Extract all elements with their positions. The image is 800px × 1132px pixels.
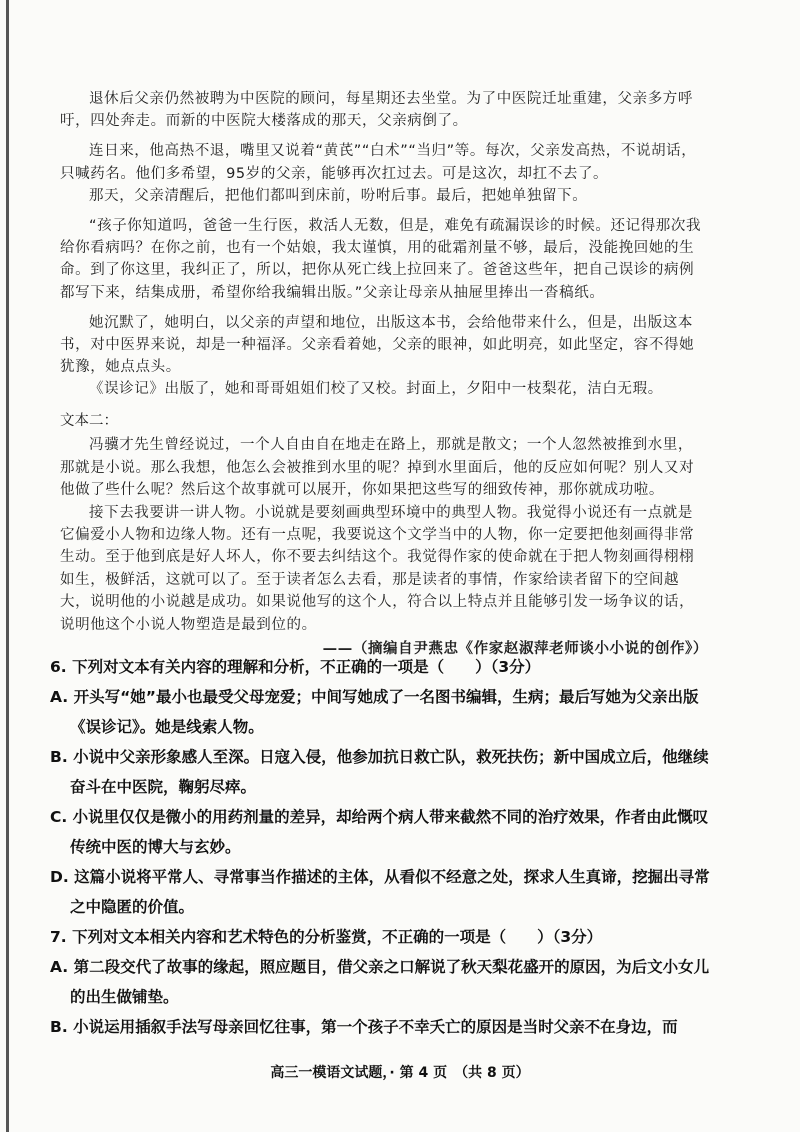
question-option: C. 小说里仅仅是微小的用药剂量的差异，却给两个病人带来截然不同的治疗效果，作者由此慨叹传统中医的博大与玄妙。 bbox=[50, 808, 709, 856]
question-option: B. 小说运用插叙手法写母亲回忆往事，第一个孩子不幸夭亡的原因是当时父亲不在身边，而 bbox=[50, 1018, 678, 1036]
question-option: A. 开头写“她”最小也最受父母宠爱；中间写她成了一名图书编辑，生病；最后写她为父亲出版《误诊记》。她是线索人物。 bbox=[50, 688, 699, 736]
question-option: B. 小说中父亲形象感人至深。日寇入侵，他参加抗日救亡队，救死扶伤；新中国成立后，他继续奋斗在中医院，鞠躬尽瘁。 bbox=[50, 748, 709, 796]
passage-paragraph: 退休后父亲仍然被聘为中医院的顾问，每星期还去坐堂。为了中医院迁址重建，父亲多方呼吁，四处奔走。而新的中医院大楼落成的那天，父亲病倒了。 bbox=[60, 91, 693, 130]
passage-one bbox=[60, 88, 708, 401]
question-stem: 6. 下列对文本有关内容的理解和分析，不正确的一项是（ ）（3分） bbox=[50, 658, 541, 676]
passage-paragraph: 她沉默了，她明白，以父亲的声望和地位，出版这本书，会给他带来什么，但是，出版这本书，对中医界来说，却是一种福泽。父亲看着她，父亲的眼神，如此明亮，如此坚定，容不得她犹豫，她点点头。 bbox=[60, 314, 695, 376]
passage-source: ——（摘编自尹燕忠《作家赵淑萍老师谈小小说的创作》） bbox=[322, 641, 708, 658]
page-edge-line bbox=[6, 0, 9, 1132]
passage-two-heading: 文本二： bbox=[60, 413, 118, 429]
passage-two bbox=[60, 410, 708, 660]
question-option: A. 第二段交代了故事的缘起，照应题目，借父亲之口解说了秋天梨花盛开的原因，为后文小女儿的出生做铺垫。 bbox=[50, 958, 710, 1006]
passage-paragraph: “孩子你知道吗，爸爸一生行医，救活人无数，但是，难免有疏漏误诊的时候。还记得那次我给你看病吗？在你之前，也有一个姑娘，我太谨慎，用的砒霜剂量不够，最后，没能挽回她的生命。到了你这里，我纠正了，所以，把你从死亡线上拉回来了。爸爸这些年，把自己误诊的病例都写下来，结集成册，希望你给我编辑出版。”父亲让母亲从抽屉里捧出一沓稿纸。 bbox=[60, 218, 702, 301]
page-footer: 高三一模语文试题，· 第 4 页 （共 8 页） bbox=[270, 1065, 530, 1081]
question-stem: 7. 下列对文本相关内容和艺术特色的分析鉴赏，不正确的一项是（ ）（3分） bbox=[50, 928, 603, 946]
passage-paragraph: 那天，父亲清醒后，把他们都叫到床前，吩咐后事。最后，把她单独留下。 bbox=[89, 187, 588, 204]
question-option: D. 这篇小说将平常人、寻常事当作描述的主体，从看似不经意之处，探求人生真谛，挖掘出寻常之中隐匿的价值。 bbox=[50, 868, 710, 916]
passage-paragraph: 连日来，他高热不退，嘴里又说着“黄芪”“白术”“当归”等。每次，父亲发高热，不说胡话，只喊药名。他们多希望，95岁的父亲，能够再次扛过去。可是这次，却扛不去了。 bbox=[60, 143, 697, 182]
passage-paragraph: 接下去我要讲一讲人物。小说就是要刻画典型环境中的典型人物。我觉得小说还有一点就是它偏爱小人物和边缘人物。还有一点呢，我要说这个文学当中的人物，你一定要把他刻画得非常生动。至于他到底是好人坏人，你不要去纠结这个。我觉得作家的使命就在于把人物刻画得栩栩如生，极鲜活，这就可以了。至于读者怎么去看，那是读者的事情，作家给读者留下的空间越大，说明他的小说越是成功。如果说他写的这个人，符合以上特点并且能够引发一场争议的话，说明他这个小说人物塑造是最到位的。 bbox=[60, 504, 695, 633]
passage-paragraph: 冯骥才先生曾经说过，一个人自由自在地走在路上，那就是散文；一个人忽然被推到水里，那就是小说。那么我想，他怎么会被推到水里的呢？掉到水里面后，他的反应如何呢？别人又对他做了些什么呢？然后这个故事就可以展开，你如果把这些写的细致传神，那你就成功啦。 bbox=[60, 437, 695, 499]
question-section bbox=[50, 652, 720, 1042]
passage-paragraph: 《误诊记》出版了，她和哥哥姐姐们校了又校。封面上，夕阳中一枝梨花，洁白无瑕。 bbox=[89, 381, 663, 398]
